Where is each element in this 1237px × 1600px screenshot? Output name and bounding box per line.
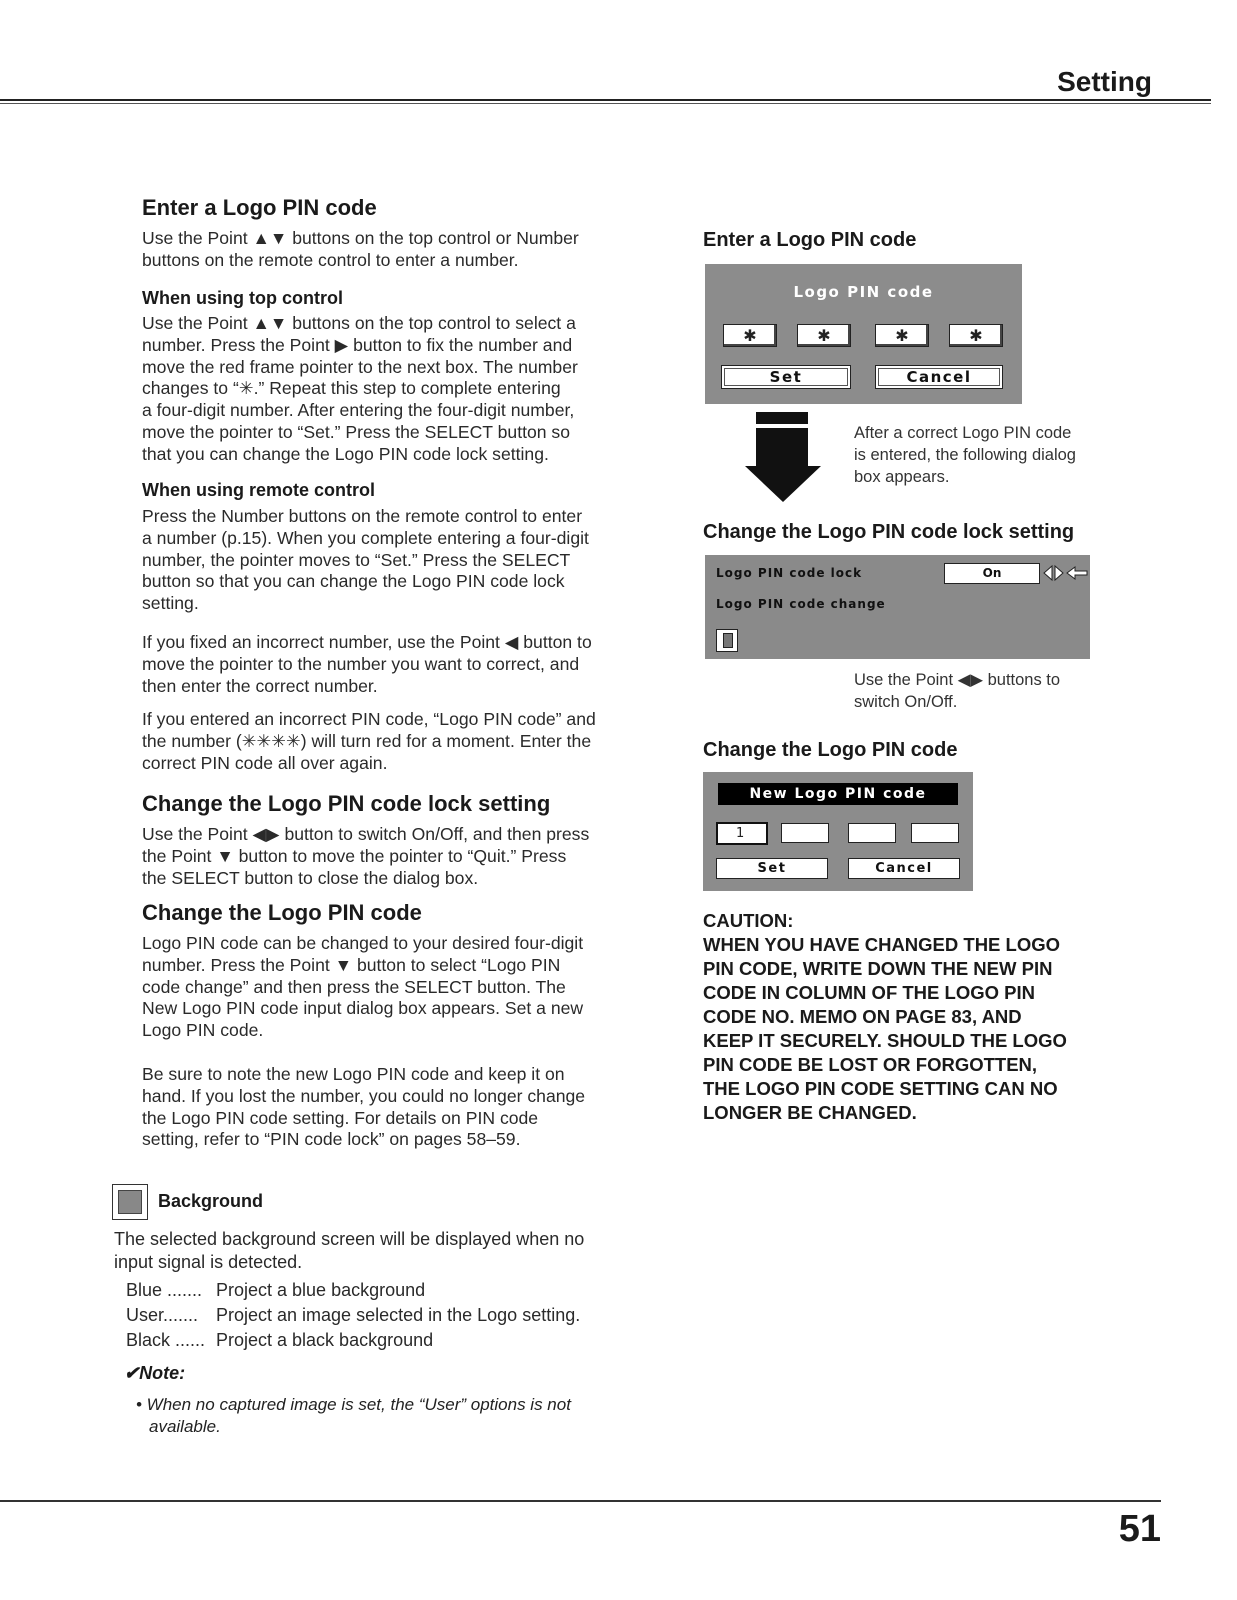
cancel-button[interactable]: Cancel xyxy=(875,365,1003,389)
cancel-button[interactable]: Cancel xyxy=(848,858,960,879)
arrow-down-icon xyxy=(745,412,821,504)
text-line: hand. If you lost the number, you could no longer change xyxy=(142,1085,586,1106)
text-line: PIN CODE, WRITE DOWN THE NEW PIN xyxy=(703,958,1053,979)
text-line: CAUTION: xyxy=(703,910,794,931)
text-line: KEEP IT SECURELY. SHOULD THE LOGO xyxy=(703,1030,1067,1051)
option-name: User....... xyxy=(126,1305,199,1325)
fix-number-text xyxy=(142,632,592,697)
change-side-heading: Change the Logo PIN code xyxy=(703,739,958,761)
text-line: move the pointer to the number you want to correct, and xyxy=(142,653,580,674)
header-rule xyxy=(0,99,1211,101)
pin-lock-label: Logo PIN code lock xyxy=(716,566,863,580)
option-name: Blue ....... xyxy=(126,1280,203,1300)
option-desc: Project an image selected in the Logo setting. xyxy=(216,1305,581,1325)
text-line: a number (p.15). When you complete entering a four-digit xyxy=(142,527,589,548)
quit-icon[interactable] xyxy=(716,629,738,652)
text-line: Use the Point ▲▼ buttons on the top control or Number xyxy=(142,228,579,248)
pin-digit-box[interactable]: 1 xyxy=(716,822,768,845)
text-line: number. Press the Point ▶ button to fix the number and xyxy=(142,334,573,355)
text-line: number, the pointer moves to “Set.” Press the SELECT xyxy=(142,549,571,570)
remote-control-text xyxy=(142,506,589,615)
text-line: PIN CODE BE LOST OR FORGOTTEN, xyxy=(703,1054,1038,1075)
text-line: Use the Point ◀▶ button to switch On/Off, and then press xyxy=(142,824,590,844)
text-line: is entered, the following dialog xyxy=(854,446,1076,464)
lock-setting-text xyxy=(142,824,589,889)
option-row xyxy=(126,1328,580,1353)
text-line: the Logo PIN code setting. For details on PIN code xyxy=(142,1107,539,1128)
text-line: CODE NO. MEMO ON PAGE 83, AND xyxy=(703,1006,1022,1027)
text-line: move the red frame pointer to the next box. The number xyxy=(142,356,578,377)
top-control-text xyxy=(142,313,578,466)
text-line: the Point ▼ button to move the pointer to “Quit.” Press xyxy=(142,845,567,866)
arrow-caption xyxy=(854,422,1076,488)
text-line: Be sure to note the new Logo PIN code and keep it on xyxy=(142,1064,565,1084)
dialog-title: New Logo PIN code xyxy=(718,783,958,805)
enter-pin-side-heading: Enter a Logo PIN code xyxy=(703,229,917,251)
text-line: If you fixed an incorrect number, use the Point ◀ button to xyxy=(142,632,592,652)
text-line: If you entered an incorrect PIN code, “Logo PIN code” and xyxy=(142,709,596,729)
pin-digit-box[interactable] xyxy=(848,823,896,843)
left-right-arrows-icon[interactable] xyxy=(1043,564,1089,582)
text-line: box appears. xyxy=(854,468,950,486)
pin-digit-box[interactable] xyxy=(781,823,829,843)
text-line: number. Press the Point ▼ button to select “Logo PIN xyxy=(142,954,561,975)
pin-digit-box[interactable]: ✱ xyxy=(875,324,929,347)
option-name: Black ...... xyxy=(126,1330,206,1350)
header-rule-thin xyxy=(0,103,1211,104)
lock-caption xyxy=(854,669,1060,713)
text-line: Logo PIN code. xyxy=(142,1020,264,1041)
text-line: setting, refer to “PIN code lock” on pages 58–59. xyxy=(142,1129,521,1150)
text-line: After a correct Logo PIN code xyxy=(854,424,1072,442)
note-label: ✔Note: xyxy=(124,1363,186,1383)
text-line: a four-digit number. After entering the four-digit number, xyxy=(142,400,575,421)
text-line: input signal is detected. xyxy=(114,1252,303,1272)
pin-lock-value[interactable]: On xyxy=(944,563,1040,584)
change-pin-text xyxy=(142,933,583,1042)
text-line: Logo PIN code can be changed to your desired four-digit xyxy=(142,933,584,953)
text-line: correct PIN code all over again. xyxy=(142,752,388,773)
enter-pin-intro xyxy=(142,228,579,272)
text-line: Use the Point ▲▼ buttons on the top control to select a xyxy=(142,313,576,333)
pin-digit-box[interactable]: ✱ xyxy=(797,324,851,347)
lock-setting-heading: Change the Logo PIN code lock setting xyxy=(142,791,551,816)
wrong-pin-text xyxy=(142,709,596,774)
pin-digit-box[interactable] xyxy=(911,823,959,843)
text-line: button so that you can change the Logo PIN code lock xyxy=(142,571,565,592)
footer-rule xyxy=(0,1500,1161,1502)
text-line: THE LOGO PIN CODE SETTING CAN NO xyxy=(703,1078,1058,1099)
top-control-heading: When using top control xyxy=(142,288,343,308)
lock-side-heading: Change the Logo PIN code lock setting xyxy=(703,521,1075,543)
pin-lock-dialog xyxy=(705,555,1090,659)
text-line: the number (✳✳✳✳) will turn red for a moment. Enter the xyxy=(142,730,592,751)
text-line: then enter the correct number. xyxy=(142,675,378,696)
logo-pin-dialog xyxy=(705,264,1022,404)
enter-pin-heading: Enter a Logo PIN code xyxy=(142,195,377,220)
pin-digit-box[interactable]: ✱ xyxy=(723,324,777,347)
caution-text xyxy=(703,909,1067,1125)
text-line: code change” and then press the SELECT button. The xyxy=(142,976,566,997)
set-button[interactable]: Set xyxy=(721,365,851,389)
option-row xyxy=(126,1303,580,1328)
dialog-title: Logo PIN code xyxy=(793,283,934,301)
background-options xyxy=(126,1278,580,1353)
text-line: Press the Number buttons on the remote control to enter xyxy=(142,506,583,526)
change-pin-heading: Change the Logo PIN code xyxy=(142,900,422,925)
note-text xyxy=(136,1394,571,1438)
option-desc: Project a black background xyxy=(216,1330,434,1350)
text-line: • When no captured image is set, the “User” options is not xyxy=(136,1395,571,1414)
text-line: buttons on the remote control to enter a number. xyxy=(142,249,519,270)
option-desc: Project a blue background xyxy=(216,1280,426,1300)
text-line: available. xyxy=(149,1417,221,1436)
new-pin-dialog xyxy=(703,772,973,891)
option-row xyxy=(126,1278,580,1303)
pin-digit-box[interactable]: ✱ xyxy=(949,324,1003,347)
text-line: the SELECT button to close the dialog box. xyxy=(142,867,479,888)
remote-control-heading: When using remote control xyxy=(142,480,376,500)
text-line: LONGER BE CHANGED. xyxy=(703,1102,917,1123)
text-line: New Logo PIN code input dialog box appears. Set a new xyxy=(142,998,584,1019)
text-line: that you can change the Logo PIN code lock setting. xyxy=(142,443,549,464)
change-pin-text-2 xyxy=(142,1064,585,1151)
background-icon xyxy=(112,1184,148,1220)
page-number: 51 xyxy=(1118,1508,1161,1550)
text-line: changes to “✳.” Repeat this step to complete entering xyxy=(142,378,561,399)
text-line: WHEN YOU HAVE CHANGED THE LOGO xyxy=(703,934,1061,955)
text-line: Use the Point ◀▶ buttons to xyxy=(854,671,1061,689)
background-text xyxy=(114,1228,584,1274)
text-line: move the pointer to “Set.” Press the SELECT button so xyxy=(142,421,571,442)
section-title: Setting xyxy=(1057,66,1152,97)
text-line: setting. xyxy=(142,593,199,614)
text-line: The selected background screen will be displayed when no xyxy=(114,1229,585,1249)
text-line: CODE IN COLUMN OF THE LOGO PIN xyxy=(703,982,1035,1003)
text-line: switch On/Off. xyxy=(854,693,958,711)
background-heading: Background xyxy=(158,1191,264,1211)
set-button[interactable]: Set xyxy=(716,858,828,879)
pin-change-label[interactable]: Logo PIN code change xyxy=(716,597,886,611)
